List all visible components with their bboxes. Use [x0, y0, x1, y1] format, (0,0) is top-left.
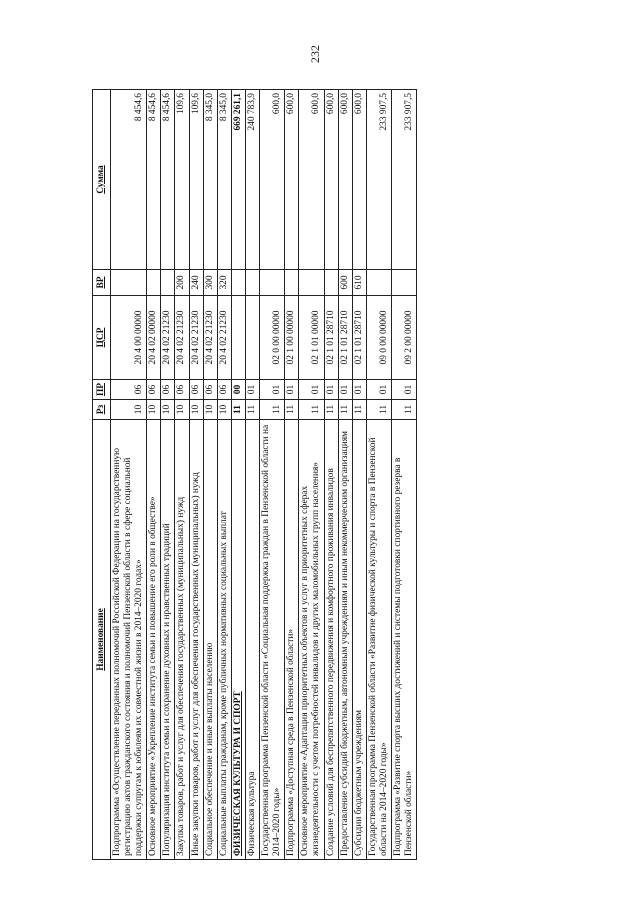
cell-vr: 300 [203, 270, 217, 296]
cell-pr: 06 [217, 380, 231, 400]
cell-vr [285, 270, 299, 296]
cell-pr: 00 [231, 380, 245, 400]
cell-pr: 01 [366, 380, 391, 400]
cell-pr: 06 [111, 380, 147, 400]
cell-csr: 02 1 00 00000 [285, 296, 299, 380]
cell-sum: 600,0 [352, 90, 366, 270]
header-pr: ПР [93, 380, 111, 400]
cell-name: Подпрограмма «Осуществление переданных полномочий Российской Федерации на государственную регистрацию актов гражданского состояния и полномочий Пензенской области в сфере социальной поддержки супругам к юбилеям их совместной жизни в 2014–2020 годах» [111, 420, 147, 860]
cell-sum: 600,0 [260, 90, 285, 270]
cell-pr: 01 [324, 380, 338, 400]
cell-csr: 20 4 02 21230 [217, 296, 231, 380]
cell-vr: 610 [352, 270, 366, 296]
table-row [245, 90, 259, 860]
table-row [217, 90, 231, 860]
table-row [299, 90, 324, 860]
cell-rz: 10 [189, 400, 203, 420]
cell-vr [299, 270, 324, 296]
cell-name: Социальное обеспечение и иные выплаты населению [203, 420, 217, 860]
cell-pr: 06 [161, 380, 175, 400]
cell-sum: 109,6 [175, 90, 189, 270]
cell-sum: 669 261,1 [231, 90, 245, 270]
cell-name: Закупка товаров, работ и услуг для обеспечения государственных (муниципальных) нужд [175, 420, 189, 860]
cell-sum: 600,0 [285, 90, 299, 270]
table-row [111, 90, 147, 860]
table-row [366, 90, 391, 860]
cell-name: Физическая культура [245, 420, 259, 860]
cell-name: Иные закупки товаров, работ и услуг для обеспечения государственных (муниципальных) нужд [189, 420, 203, 860]
cell-rz: 10 [203, 400, 217, 420]
cell-name: ФИЗИЧЕСКАЯ КУЛЬТУРА И СПОРТ [231, 420, 245, 860]
table-row [175, 90, 189, 860]
cell-name: Основное мероприятие «Укрепление института семьи и повышение его роли в обществе» [147, 420, 161, 860]
cell-rz: 10 [147, 400, 161, 420]
cell-name: Субсидии бюджетным учреждениям [352, 420, 366, 860]
cell-vr [111, 270, 147, 296]
cell-rz: 10 [111, 400, 147, 420]
header-name: Наименование [93, 420, 111, 860]
cell-sum: 8 345,0 [217, 90, 231, 270]
header-sum: Сумма [93, 90, 111, 270]
cell-csr: 20 4 02 21230 [175, 296, 189, 380]
cell-name: Социальные выплаты гражданам, кроме публичных нормативных социальных выплат [217, 420, 231, 860]
cell-sum: 233 907,5 [391, 90, 416, 270]
cell-rz: 11 [260, 400, 285, 420]
cell-vr [161, 270, 175, 296]
cell-vr [324, 270, 338, 296]
cell-pr: 06 [203, 380, 217, 400]
table-row [189, 90, 203, 860]
cell-name: Создание условий для беспрепятственного передвижения и комфортного проживания инвалидов [324, 420, 338, 860]
table-row [203, 90, 217, 860]
cell-pr: 01 [352, 380, 366, 400]
cell-csr: 09 2 00 00000 [391, 296, 416, 380]
cell-name: Государственная программа Пензенской области «Социальная поддержка граждан в Пензенской области на 2014–2020 годы» [260, 420, 285, 860]
cell-vr [366, 270, 391, 296]
header-vr: ВР [93, 270, 111, 296]
cell-sum: 600,0 [299, 90, 324, 270]
cell-rz: 11 [391, 400, 416, 420]
cell-csr: 20 4 00 00000 [111, 296, 147, 380]
cell-rz: 10 [161, 400, 175, 420]
table-row [391, 90, 416, 860]
cell-sum: 8 454,6 [161, 90, 175, 270]
cell-rz: 10 [175, 400, 189, 420]
cell-csr: 02 1 01 00000 [299, 296, 324, 380]
budget-table [92, 89, 417, 860]
cell-sum: 8 454,6 [147, 90, 161, 270]
cell-pr: 01 [338, 380, 352, 400]
cell-vr: 200 [175, 270, 189, 296]
table-row [352, 90, 366, 860]
cell-csr: 20 4 02 21230 [161, 296, 175, 380]
cell-sum: 240 783,9 [245, 90, 259, 270]
table-body [111, 90, 417, 860]
cell-sum: 8 454,6 [111, 90, 147, 270]
cell-rz: 11 [285, 400, 299, 420]
cell-vr [147, 270, 161, 296]
cell-pr: 01 [299, 380, 324, 400]
table-row [147, 90, 161, 860]
cell-vr: 320 [217, 270, 231, 296]
cell-rz: 11 [231, 400, 245, 420]
header-csr: ЦСР [93, 296, 111, 380]
cell-pr: 01 [260, 380, 285, 400]
table-row [285, 90, 299, 860]
cell-csr: 20 4 02 00000 [147, 296, 161, 380]
cell-name: Государственная программа Пензенской области «Развитие физической культуры и спорта в Пензенской области на 2014–2020 годы» [366, 420, 391, 860]
table-row [324, 90, 338, 860]
table-header-row [93, 90, 111, 860]
page-number: 232 [308, 45, 322, 63]
cell-sum: 600,0 [324, 90, 338, 270]
cell-name: Подпрограмма «Доступная среда в Пензенской области» [285, 420, 299, 860]
cell-pr: 06 [147, 380, 161, 400]
cell-rz: 11 [338, 400, 352, 420]
cell-pr: 06 [189, 380, 203, 400]
cell-sum: 8 345,0 [203, 90, 217, 270]
cell-pr: 06 [175, 380, 189, 400]
cell-csr: 02 1 01 28710 [352, 296, 366, 380]
cell-rz: 11 [352, 400, 366, 420]
cell-name: Основное мероприятие «Адаптация приоритетных объектов и услуг в приоритетных сферах жизнедеятельности с учетом потребностей инвалидов и других маломобильных групп населения» [299, 420, 324, 860]
cell-csr: 02 1 01 28710 [338, 296, 352, 380]
cell-name: Популяризация института семьи и сохранение духовных и нравственных традиций [161, 420, 175, 860]
cell-rz: 11 [324, 400, 338, 420]
cell-csr: 09 0 00 00000 [366, 296, 391, 380]
cell-vr: 240 [189, 270, 203, 296]
header-rz: Рз [93, 400, 111, 420]
table-row [338, 90, 352, 860]
table-row [161, 90, 175, 860]
cell-csr [245, 296, 259, 380]
cell-name: Предоставление субсидий бюджетным, автономным учреждениям и иным некоммерческим организациям [338, 420, 352, 860]
cell-rz: 11 [245, 400, 259, 420]
cell-sum: 109,6 [189, 90, 203, 270]
cell-csr: 02 1 01 28710 [324, 296, 338, 380]
cell-name: Подпрограмма «Развитие спорта высших достижений и системы подготовки спортивного резерва в Пензенской области» [391, 420, 416, 860]
cell-csr: 20 4 02 21230 [203, 296, 217, 380]
cell-pr: 01 [245, 380, 259, 400]
table-row [260, 90, 285, 860]
cell-csr: 20 4 02 21230 [189, 296, 203, 380]
cell-csr [231, 296, 245, 380]
budget-table-container [92, 90, 560, 860]
cell-vr [231, 270, 245, 296]
cell-sum: 600,0 [338, 90, 352, 270]
cell-pr: 01 [285, 380, 299, 400]
cell-vr [245, 270, 259, 296]
cell-csr: 02 0 00 00000 [260, 296, 285, 380]
cell-sum: 233 907,5 [366, 90, 391, 270]
cell-rz: 11 [299, 400, 324, 420]
cell-vr [391, 270, 416, 296]
table-row [231, 90, 245, 860]
cell-vr: 600 [338, 270, 352, 296]
cell-rz: 10 [217, 400, 231, 420]
cell-vr [260, 270, 285, 296]
cell-rz: 11 [366, 400, 391, 420]
cell-pr: 01 [391, 380, 416, 400]
